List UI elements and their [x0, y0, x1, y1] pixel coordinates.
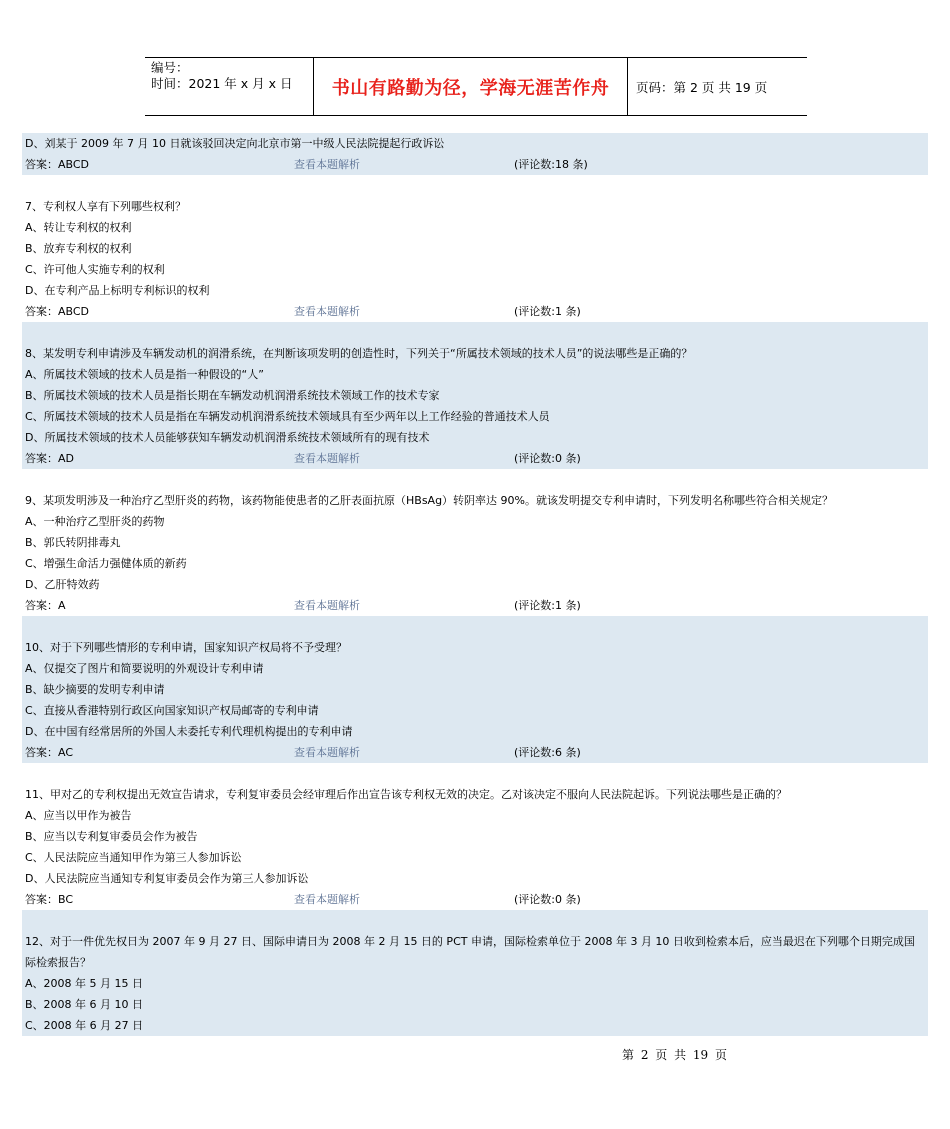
view-analysis-link[interactable]: 查看本题解析 — [294, 452, 360, 465]
option-a: A、2008 年 5 月 15 日 — [25, 977, 143, 990]
answer-row — [22, 595, 928, 616]
question-block-9 — [22, 469, 928, 616]
answer-row — [22, 301, 928, 322]
option-c: C、人民法院应当通知甲作为第三人参加诉讼 — [25, 851, 242, 864]
question-block-7 — [22, 175, 928, 322]
answer-text: 答案：AD — [25, 452, 74, 465]
view-analysis-link[interactable]: 查看本题解析 — [294, 158, 360, 171]
page-footer: 第 2 页 共 19 页 — [622, 1048, 727, 1062]
comment-count: (评论数:0 条) — [514, 452, 581, 465]
option-d: D、在中国有经常居所的外国人未委托专利代理机构提出的专利申请 — [25, 725, 353, 738]
option-a: A、转让专利权的权利 — [25, 221, 132, 234]
option-c: C、许可他人实施专利的权利 — [25, 263, 165, 276]
question-block-6 — [22, 133, 928, 175]
option-b: B、缺少摘要的发明专利申请 — [25, 683, 165, 696]
comment-count: (评论数:1 条) — [514, 599, 581, 612]
answer-row — [22, 742, 928, 763]
option-d: D、所属技术领域的技术人员能够获知车辆发动机润滑系统技术领域所有的现有技术 — [25, 431, 430, 444]
question-text: 7、专利权人享有下列哪些权利？ — [25, 200, 186, 213]
option-b: B、放弃专利权的权利 — [25, 242, 132, 255]
option-a: A、一种治疗乙型肝炎的药物 — [25, 515, 165, 528]
question-text: 8、某发明专利申请涉及车辆发动机的润滑系统，在判断该项发明的创造性时，下列关于“所属技术领域的技术人员”的说法哪些是正确的？ — [25, 347, 693, 360]
answer-text: 答案：ABCD — [25, 305, 90, 318]
option-b: B、应当以专利复审委员会作为被告 — [25, 830, 198, 843]
option-c: C、增强生命活力强健体质的新药 — [25, 557, 187, 570]
question-block-10 — [22, 616, 928, 763]
comment-count: (评论数:1 条) — [514, 305, 581, 318]
question-text: 10、对于下列哪些情形的专利申请，国家知识产权局将不予受理？ — [25, 641, 347, 654]
option-b: B、所属技术领域的技术人员是指长期在车辆发动机润滑系统技术领域工作的技术专家 — [25, 389, 440, 402]
answer-row — [22, 448, 928, 469]
option-a: A、仅提交了图片和简要说明的外观设计专利申请 — [25, 662, 264, 675]
answer-text: 答案：A — [25, 599, 66, 612]
answer-text: 答案：AC — [25, 746, 74, 759]
header-motto: 书山有路勤为径，学海无涯苦作舟 — [313, 58, 628, 115]
question-block-11 — [22, 763, 928, 910]
answer-row — [22, 889, 928, 910]
option-b: B、2008 年 6 月 10 日 — [25, 998, 144, 1011]
answer-text: 答案：ABCD — [25, 158, 90, 171]
question-list — [22, 133, 928, 1036]
page-header — [145, 57, 807, 116]
answer-row — [22, 154, 928, 175]
question-block-12 — [22, 910, 928, 1036]
question-text: 12、对于一件优先权日为 2007 年 9 月 27 日、国际申请日为 2008 年 2 月 15 日的 PCT 申请，国际检索单位于 2008 年 3 月 10 日收到检索本后，应当最迟在下列哪个日期完成国际检索报告？ — [25, 935, 915, 969]
option-b: B、郭氏转阴排毒丸 — [25, 536, 121, 549]
option-a: A、所属技术领域的技术人员是指一种假设的“人” — [25, 368, 264, 381]
question-block-8 — [22, 322, 928, 469]
comment-count: (评论数:6 条) — [514, 746, 581, 759]
view-analysis-link[interactable]: 查看本题解析 — [294, 746, 360, 759]
time-label: 时间：2021 年 x 月 x 日 — [151, 76, 293, 91]
option-c: C、所属技术领域的技术人员是指在车辆发动机润滑系统技术领域具有至少两年以上工作经验的普通技术人员 — [25, 410, 550, 423]
question-text: 11、甲对乙的专利权提出无效宣告请求，专利复审委员会经审理后作出宣告该专利权无效的决定。乙对该决定不服向人民法院起诉。下列说法哪些是正确的？ — [25, 788, 787, 801]
view-analysis-link[interactable]: 查看本题解析 — [294, 305, 360, 318]
question-text: 9、某项发明涉及一种治疗乙型肝炎的药物，该药物能使患者的乙肝表面抗原（HBsAg）转阴率达 90%。就该发明提交专利申请时，下列发明名称哪些符合相关规定？ — [25, 494, 833, 507]
comment-count: (评论数:18 条) — [514, 158, 588, 171]
option-d: D、乙肝特效药 — [25, 578, 100, 591]
option-c: C、2008 年 6 月 27 日 — [25, 1019, 144, 1032]
code-label: 编号： — [151, 60, 189, 75]
answer-text: 答案：BC — [25, 893, 74, 906]
option-d: D、在专利产品上标明专利标识的权利 — [25, 284, 210, 297]
option-d: D、人民法院应当通知专利复审委员会作为第三人参加诉讼 — [25, 872, 309, 885]
option-a: A、应当以甲作为被告 — [25, 809, 132, 822]
header-page-info: 页码：第 2 页 共 19 页 — [636, 79, 768, 95]
comment-count: (评论数:0 条) — [514, 893, 581, 906]
view-analysis-link[interactable]: 查看本题解析 — [294, 599, 360, 612]
option-d: D、刘某于 2009 年 7 月 10 日就该驳回决定向北京市第一中级人民法院提起行政诉讼 — [25, 137, 445, 150]
option-c: C、直接从香港特别行政区向国家知识产权局邮寄的专利申请 — [25, 704, 319, 717]
view-analysis-link[interactable]: 查看本题解析 — [294, 893, 360, 906]
header-meta — [145, 58, 313, 115]
